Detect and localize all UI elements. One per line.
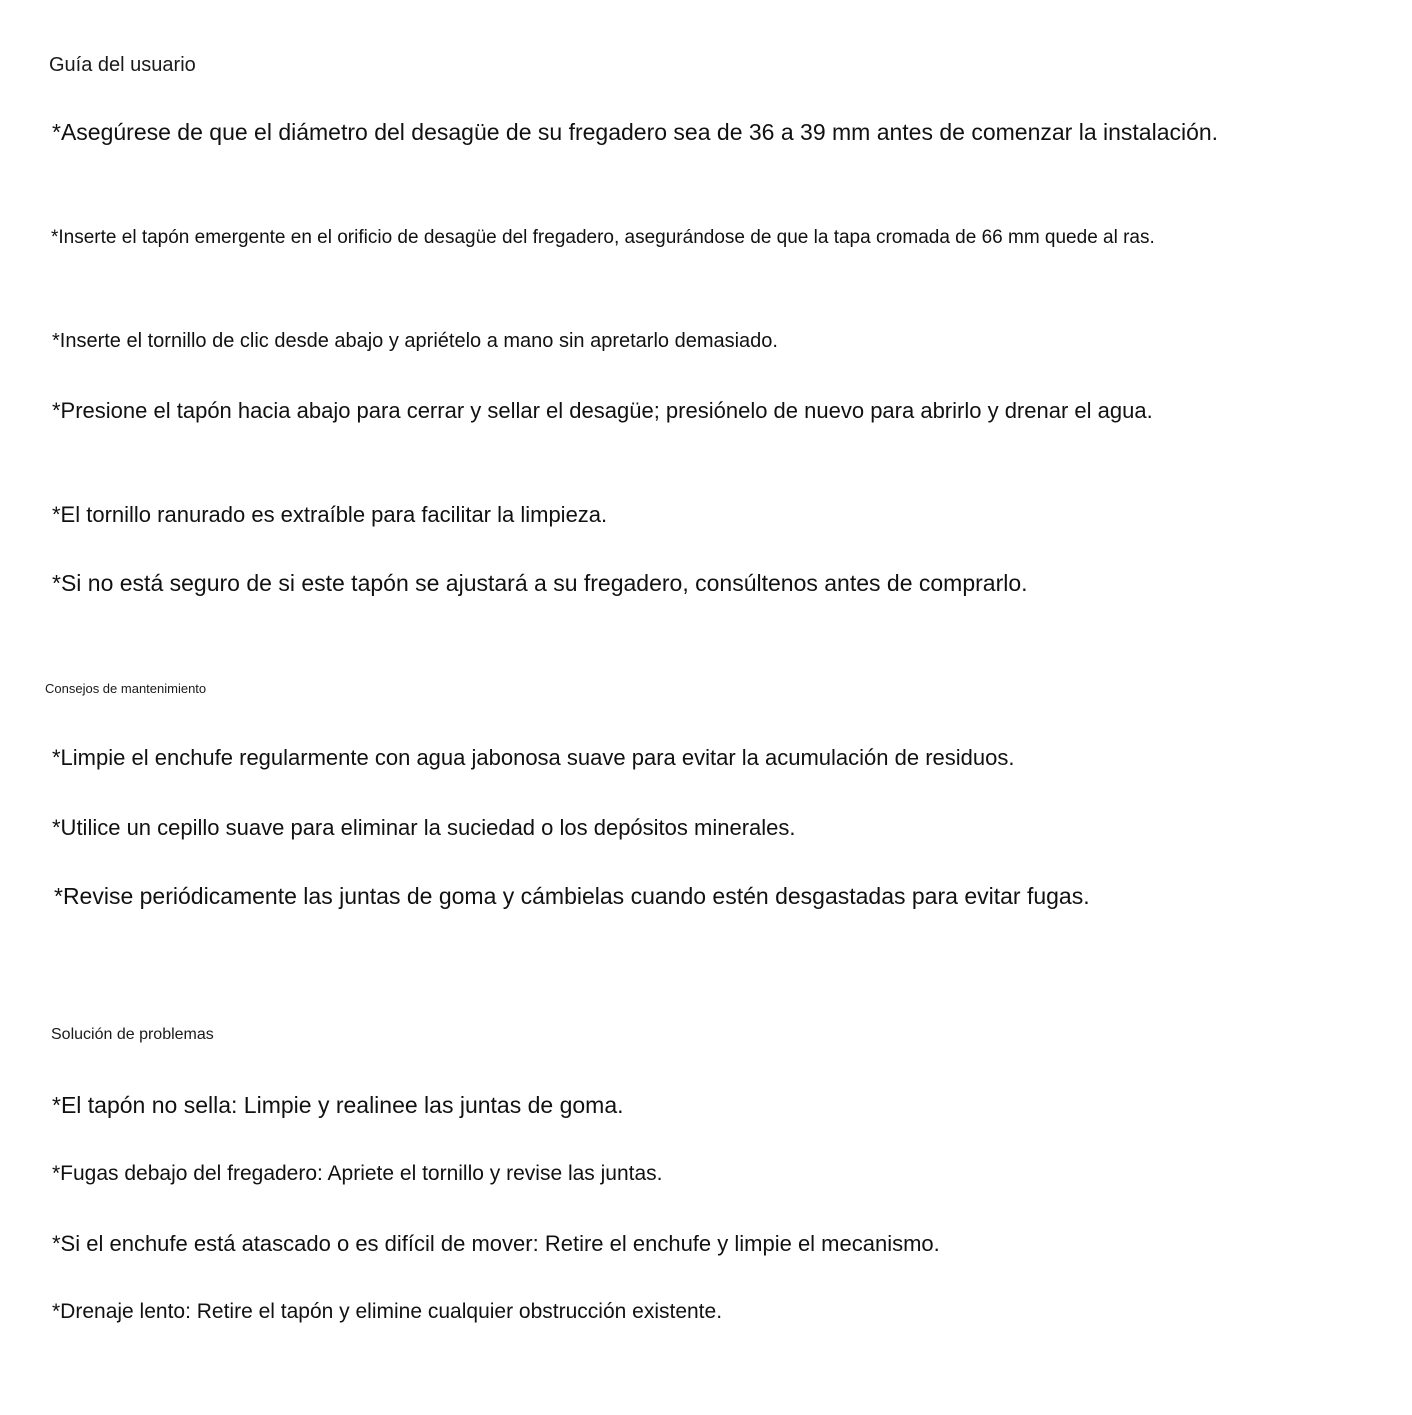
user-guide-item: *Asegúrese de que el diámetro del desagüe de su fregadero sea de 36 a 39 mm antes de comenzar la instalación. bbox=[52, 119, 1219, 145]
user-guide-item: *Presione el tapón hacia abajo para cerrar y sellar el desagüe; presiónelo de nuevo para abrirlo y drenar el agua. bbox=[52, 398, 1153, 423]
troubleshooting-item: *El tapón no sella: Limpie y realinee las juntas de goma. bbox=[52, 1092, 624, 1118]
maintenance-item: *Limpie el enchufe regularmente con agua jabonosa suave para evitar la acumulación de residuos. bbox=[52, 745, 1015, 770]
troubleshooting-item: *Si el enchufe está atascado o es difícil de mover: Retire el enchufe y limpie el mecanismo. bbox=[52, 1231, 940, 1256]
troubleshooting-heading: Solución de problemas bbox=[51, 1026, 214, 1043]
user-guide-item: *Inserte el tapón emergente en el orificio de desagüe del fregadero, asegurándose de que la tapa cromada de 66 mm quede al ras. bbox=[51, 227, 1155, 248]
troubleshooting-item: *Drenaje lento: Retire el tapón y elimine cualquier obstrucción existente. bbox=[52, 1300, 723, 1323]
user-guide-item: *Inserte el tornillo de clic desde abajo y apriételo a mano sin apretarlo demasiado. bbox=[52, 330, 778, 352]
user-guide-item: *El tornillo ranurado es extraíble para facilitar la limpieza. bbox=[52, 502, 608, 527]
maintenance-heading: Consejos de mantenimiento bbox=[45, 681, 207, 696]
maintenance-item: *Utilice un cepillo suave para eliminar la suciedad o los depósitos minerales. bbox=[52, 815, 796, 840]
troubleshooting-item: *Fugas debajo del fregadero: Apriete el tornillo y revise las juntas. bbox=[52, 1162, 663, 1185]
maintenance-item: *Revise periódicamente las juntas de goma y cámbielas cuando estén desgastadas para evitar fugas. bbox=[54, 883, 1090, 909]
user-guide-heading: Guía del usuario bbox=[49, 54, 196, 76]
user-guide-item: *Si no está seguro de si este tapón se ajustará a su fregadero, consúltenos antes de comprarlo. bbox=[52, 570, 1028, 596]
